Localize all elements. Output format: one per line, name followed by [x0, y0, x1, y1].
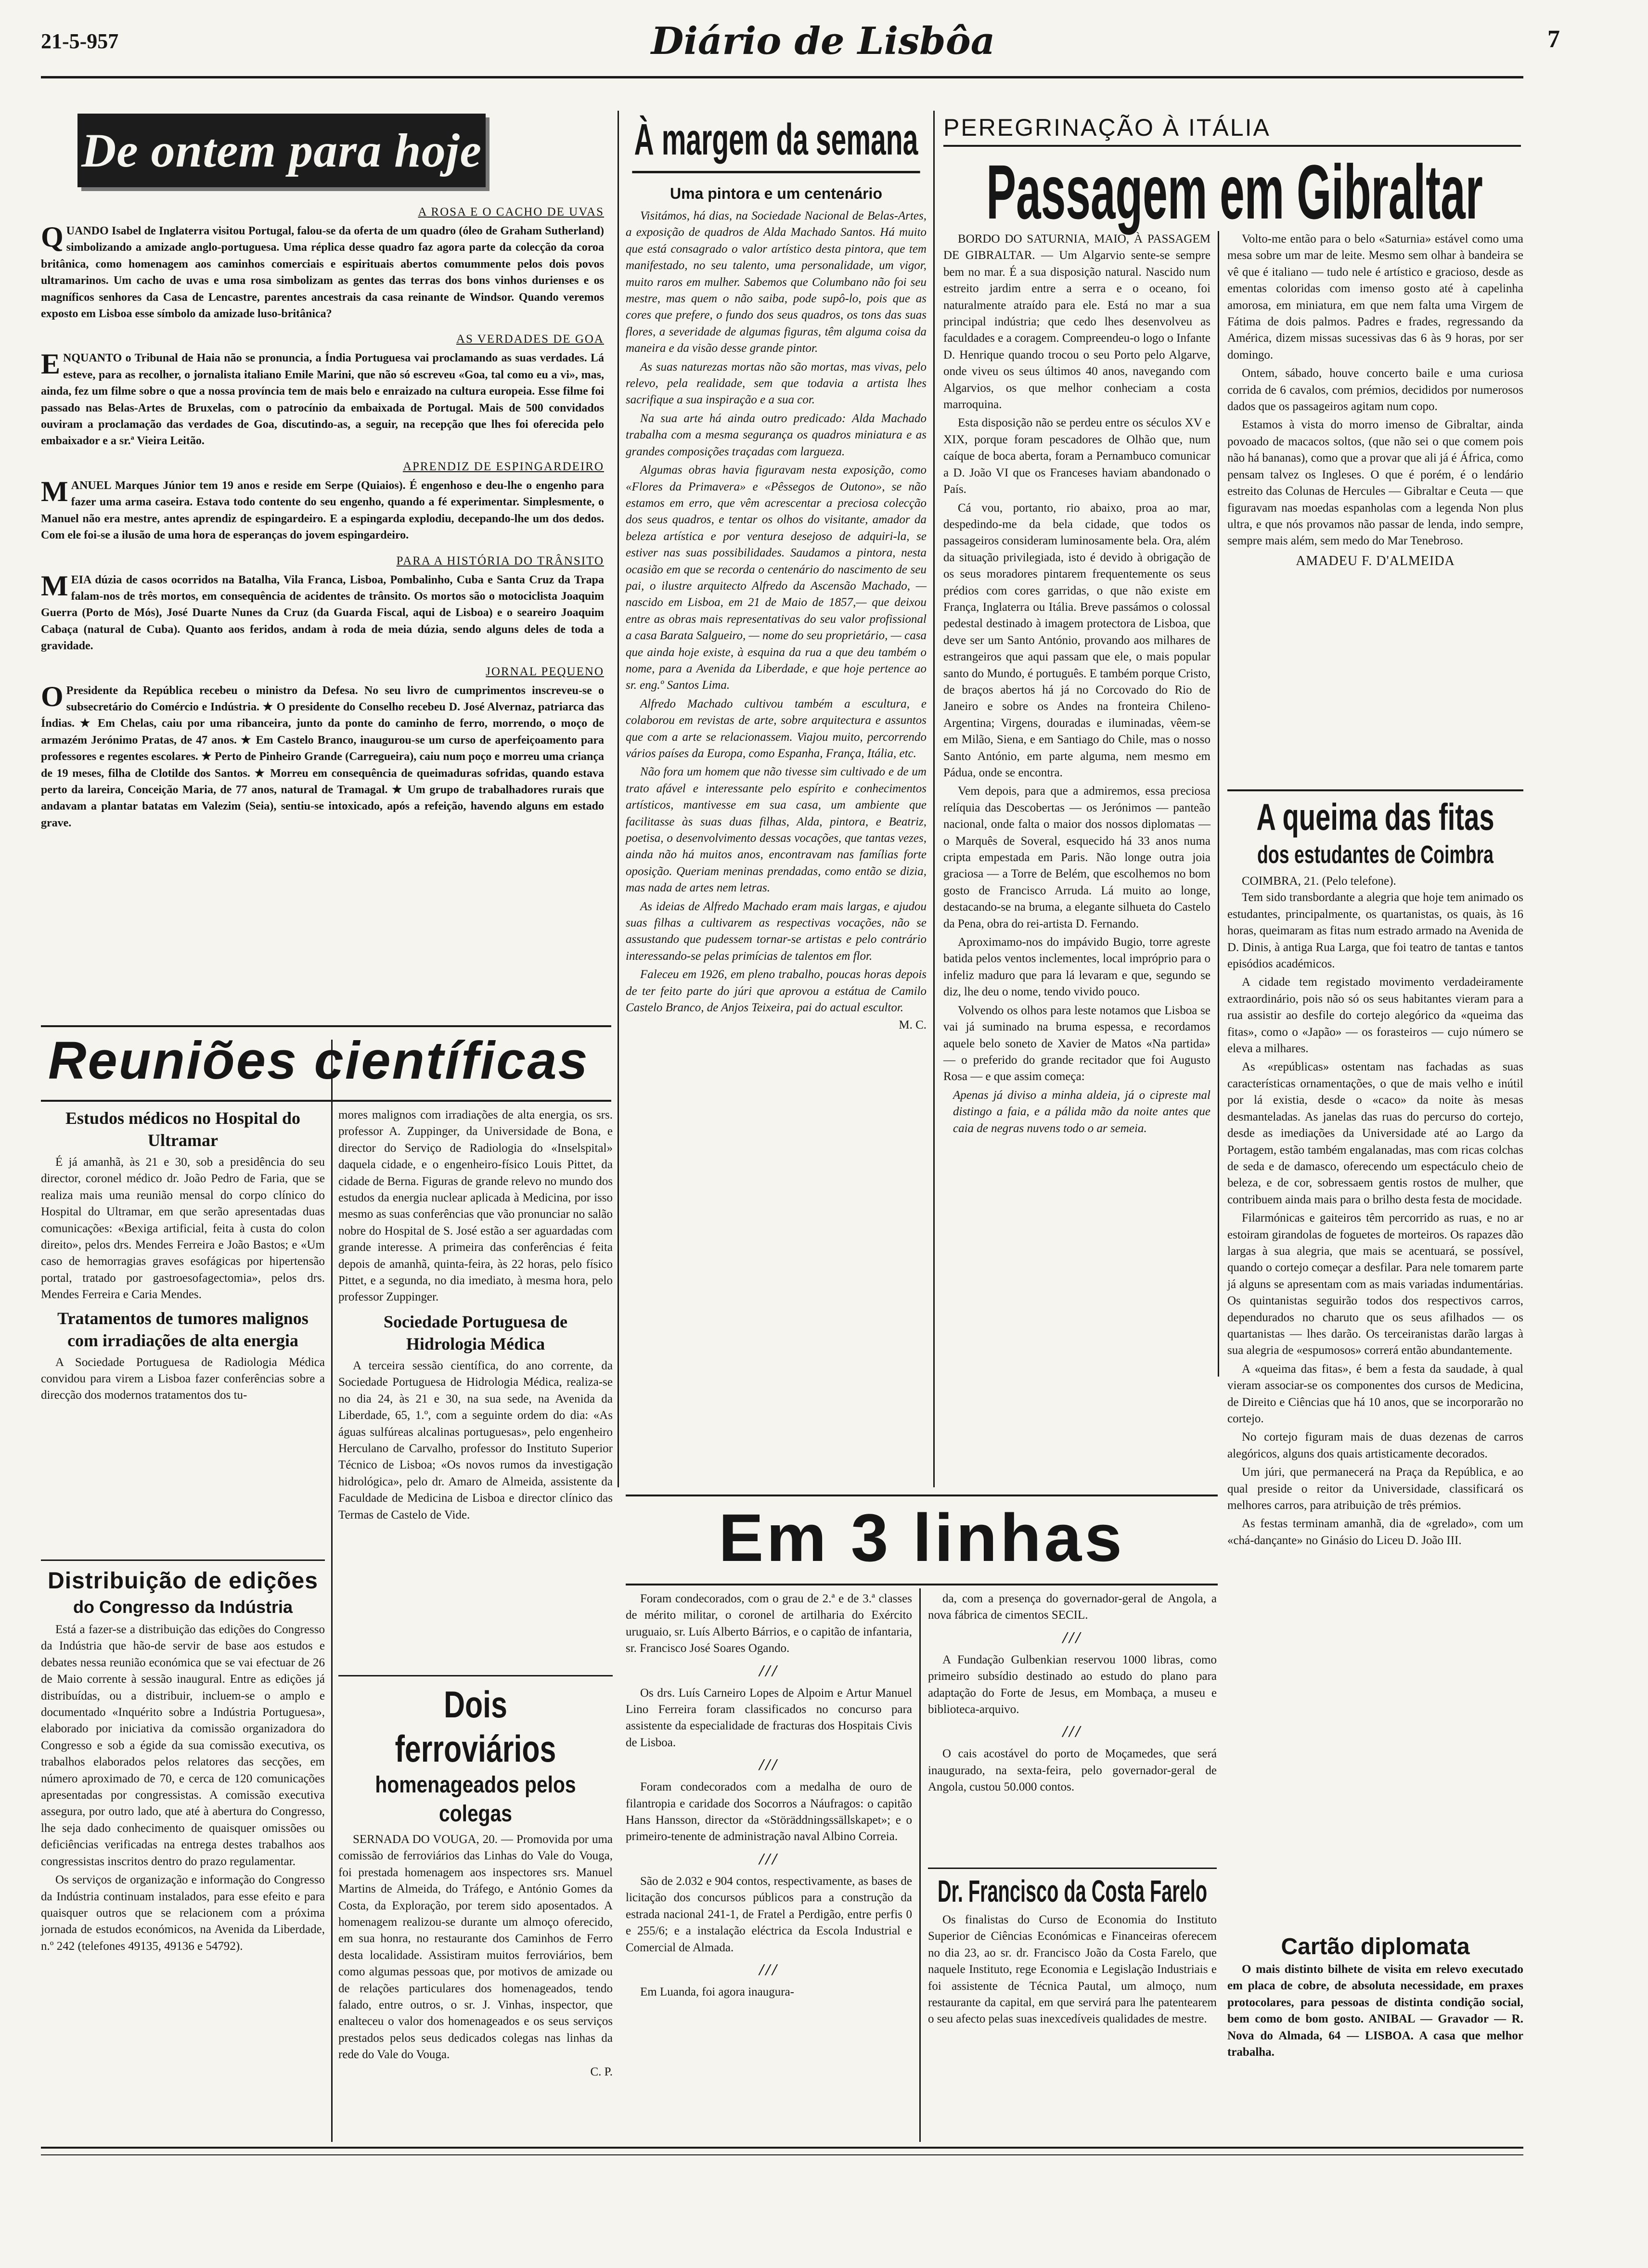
ferroviarios-sign: C. P. [590, 2065, 613, 2078]
item-text [41, 477, 604, 544]
footer-rule-2 [41, 2154, 1523, 2155]
column-divider [919, 1588, 921, 2142]
margem-p6: Não fora um homem que não tivesse sim cultivado e de um trato afável e interessante pelo espírito e conhecimentos artísticos, mantivesse em sua casa, um ambiente que facilitasse às suas duas filhas, Alda, pintora, e Beatriz, poetisa, o desenvolvimento dessas vocações, que tantas vezes, ainda não há muitos anos, encontravam nas famílias forte oposição. Queriam meninas prendadas, como então se dizia, mas nada de artes nem letras. [626, 765, 927, 895]
italia-a2: Esta disposição não se perdeu entre os séculos XV e XIX, porque foram pescadores de Olhão que, num caíque de boca aberta, foram a Pernambuco comunicar a D. João VI que os Franceses haviam abandonado o País. [943, 416, 1210, 496]
fitas-p3: As «repúblicas» ostentam nas fachadas as suas características ornamentações, o que de mais velho e inútil por lá existia, desde o «caco» da noite às mesas desmanteladas. As janelas das ruas do percurso do cortejo, desde as imediações da Universidade até ao Largo da Portagem, estão também engalanadas, mas com ricas colchas de seda e de damasco, oferecendo um espectáculo cheio de beleza, e de cor, sobressaem gentis rostos de mulher, que contribuem ainda mais para o brilho desta festa de mocidade. [1227, 1060, 1523, 1206]
em3-col-b [928, 1591, 1217, 1798]
item-text [41, 680, 604, 832]
item-separator: /// [759, 1850, 779, 1868]
margem-p8: Faleceu em 1926, em pleno trabalho, poucas horas depois de ter feito parte do júri que aprovou a estátua de Camilo Castelo Branco, de Anjos Teixeira, pai do actual escultor. [626, 968, 927, 1015]
fitas-p2: A cidade tem registado movimento verdadeiramente extraordinário, pois não só os seus habitantes vieram para a rua assistir ao desfile do cortejo alegórico da «queima das fitas», como o «Japão» — os forasteiros — cujo número se eleva a milhares. [1227, 976, 1523, 1056]
reunioes-title: Reuniões científicas [48, 1031, 589, 1090]
margem-banner: À margem da semana [632, 113, 920, 173]
ferroviarios-rule [338, 1675, 613, 1676]
margem-p4: Algumas obras havia figuravam nesta exposição, como «Flores da Primavera» e «Pêssegos de Outono», se não estamos em erro, que vêm acrescentar a preciosa colecção dos seus quadros, e tentar os olhos do visitante, amador da beleza artística e por ventura desejoso de adquiri-la, se estiver nas suas possibilidades. Saudamos a pintora, nesta ocasião em que se recorda o centenário do nascimento de seu pai, o ilustre arquitecto Alfredo da Ascensão Machado, — nascido em Lisboa, em 21 de Maio de 1857,— que deixou entre as obras mais representativas do seu valor profissional a casa Barata Salgueiro, — nome do seu proprietário, — casa que ainda hoje existe, à esquina da rua a que deu também o nome, para a Avenida da Liberdade, e que hoje pertence ao sr. eng.º Santos Lima. [626, 464, 927, 692]
italia-kicker-rule [943, 145, 1521, 147]
italia-title: Passagem em Gibraltar [986, 149, 1483, 235]
brief-item: A Fundação Gulbenkian reservou 1000 libras, como primeiro subsídio destinado ao estudo do plano para adaptação do Forte de Jesus, em Mombaça, a museu e biblioteca-arquivo. [928, 1653, 1217, 1716]
hidrologia-title: Sociedade Portuguesa de Hidrologia Médica [384, 1312, 567, 1353]
item-body: EIA dúzia de casos ocorridos na Batalha, Vila Franca, Lisboa, Pombalinho, Cuba e Santa Cruz da Trapa falam-nos de três mortos, em consequência de acidentes de trânsito. Os mortos são o motociclista Joaquim Guerra (Porto de Mós), José Duarte Nunes da Cruz (da Guarda Fiscal, aqui de Lisboa) e o seareiro Joaquim Cabaça (natural de Cuba). Quanto aos feridos, andam à roda de meia dúzia, sendo alguns deles de toda a gravidade. [41, 573, 604, 653]
drop-cap: M [41, 569, 68, 602]
item-separator: /// [759, 1662, 779, 1680]
page-header [0, 0, 1648, 63]
item-separator: /// [759, 1960, 779, 1979]
brief-item: Os drs. Luís Carneiro Lopes de Alpoim e Artur Manuel Lino Ferreira foram classificados no concurso para assistente da especialidade de fracturas dos Hospitais Civis de Lisboa. [626, 1686, 912, 1749]
italia-kicker: PEREGRINAÇÃO À ITÁLIA [943, 114, 1271, 141]
fitas-p6: No cortejo figuram mais de duas dezenas de carros alegóricos, alguns dos quais artisticamente decorados. [1227, 1430, 1523, 1460]
italia-b2: Ontem, sábado, houve concerto baile e uma curiosa corrida de 6 cavalos, com prémios, decididos por numerosos dados que os passageiros agitam num copo. [1227, 367, 1523, 413]
column-divider [618, 111, 619, 1487]
column-divider [331, 1040, 333, 2142]
cartao-title: Cartão diplomata [1281, 1934, 1470, 1959]
fitas-p7: Um júri, que permanecerá na Praça da República, e ao qual preside o reitor da Universidade, classificará os melhores carros, para atribuição de três prémios. [1227, 1466, 1523, 1512]
fitas-p1: Tem sido transbordante a alegria que hoje tem animado os estudantes, principalmente, os quartanistas, os quais, às 16 horas, queimaram as fitas num estrado armado na Avenida de D. Dinis, à antiga Rua Larga, que foi teatro de tantas e tantos episódios académicos. [1227, 891, 1523, 971]
farelo-title: Dr. Francisco da Costa Farelo [937, 1874, 1208, 1908]
margem-subtitle: Uma pintora e um centenário [670, 185, 882, 202]
item-separator: /// [1062, 1628, 1082, 1647]
issue-date: 21-5-957 [41, 29, 119, 53]
italia-poem: Apenas já diviso a minha aldeia, já o cipreste mal distingo a faia, e a pálida mão da noite antes que caia de negras nuvens todo o ar semeia. [953, 1088, 1210, 1135]
brief-item: Foram condecorados, com o grau de 2.ª e de 3.ª classes de mérito militar, o coronel de artilharia do Exército uruguaio, sr. Luís Alberto Bárrios, e o capitão de infantaria, sr. Francisco José Soares Ogando. [626, 1592, 912, 1655]
farelo-article [928, 1872, 1217, 2030]
item-caption: AS VERDADES DE GOA [456, 333, 604, 346]
column-divider [1218, 231, 1219, 1377]
estudos-medicos-title: Estudos médicos no Hospital do Ultramar [65, 1108, 301, 1150]
fitas-dateline: COIMBRA, 21. (Pelo telefone). [1242, 875, 1396, 888]
cartao-text: O mais distinto bilhete de visita em relevo executado em placa de cobre, de absoluta necessidade, em praxes protocolares, para pessoas de distinta condição social, bem como de bom gosto. ANIBAL — Gravador — R. Nova do Almada, 64 — LISBOA. A casa que melhor trabalha. [1227, 1963, 1523, 2059]
item-body: NQUANTO o Tribunal de Haia não se pronuncia, a Índia Portuguesa vai proclamando as suas verdades. Lá esteve, para as recolher, o jornalista italiano Emile Marini, que não só escreveu «Goa, tal como eu a vi», mas, ainda, fez um filme sobre o que a nossa província tem de mais belo e enraizado na cultura europeia. Esse filme foi passado nas Belas-Artes de Bruxelas, com o patrocínio da embaixada de Portugal. Mais de 500 convidados ouviram a proclamação das verdades de Goa, discutindo-as, a seguir, na recepção que lhes foi oferecida pelo embaixador e a sr.ª Vieira Leitão. [41, 352, 604, 448]
fitas-p4: Filarmónicas e gaiteiros têm percorrido as ruas, e no ar estoiram girandolas de foguetes de morteiros. Os rapazes dão largas à sua alegria, que mais se acentuará, se possível, quando o cortejo começar a desfilar. Para nele tomarem parte já alguns se apresentam com as mais variadas indumentárias. Os quintanistas seguirão todos dos respectivos carros, dependurados no charuto que os seus afilhados — os quartanistas — lhes darão. Os terceiranistas darão largas à sua alegria de «espumosos» correrá então abundantemente. [1227, 1211, 1523, 1357]
tumores-text-cont: mores malignos com irradiações de alta energia, os srs. professor A. Zuppinger, da Universidade de Bona, e director do Serviço de Radiologia do «Inselspital» daquela cidade, e o engenheiro-físico Louis Pittet, da cidade de Berna. Figuras de grande relevo no mundo dos estudos da energia nuclear aplicada à Medicina, por isso mesmo as suas conferências que vão pronunciar no salão nobre do Hospital de S. José estão a ser aguardadas com grande interesse. A primeira das conferências é feita depois de amanhã, quinta-feira, às 22 horas, pelo físico Pittet, e a segunda, no dia imediato, à mesma hora, pelo professor Zuppinger. [338, 1108, 613, 1304]
tumores-title: Tratamentos de tumores malignos com irradiações de alta energia [57, 1308, 309, 1350]
footer-rule [41, 2147, 1523, 2149]
column-divider [933, 111, 935, 1487]
hidrologia-text: A terceira sessão científica, do ano corrente, da Sociedade Portuguesa de Hidrologia Médica, realiza-se no dia 24, às 21 e 30, na sua sede, na Avenida da Liberdade, 65, 1.º, com a seguinte ordem do dia: «As águas sulfúreas alcalinas portuguesas», pelo engenheiro Herculano de Carvalho, professor do Instituto Superior Técnico de Lisboa; «Os novos rumos da investigação hidrológica», pelo dr. Amaro de Almeida, assistente da Faculdade de Medicina de Lisboa e director clínico das Termas de Castelo de Vide. [338, 1359, 613, 1521]
italia-a1: BORDO DO SATURNIA, MAIO, À PASSAGEM DE GIBRALTAR. — Um Algarvio sente-se sempre bem no mar. É a sua disposição natural. Nascido num estreito jardim entre a serra e o oceano, foi naturalmente atraído para ele. Está no mar a sua principal indústria; que cedo lhes desenvolveu as faculdades e a coragem. Compreendeu-o logo o Infante D. Henrique quando trocou o seu Porto pelo Algarve, onde viveu os seus últimos 40 anos, navegando com Algarvios, os que melhor conheciam a costa marroquina. [943, 232, 1210, 412]
italia-a6: Volvendo os olhos para leste notamos que Lisboa se vai já suminado na bruma espessa, e recordamos aquele belo soneto de Xavier de Matos «Na partida» — o preferido do grande recitador que foi Augusto Rosa — e que assim começa: [943, 1004, 1210, 1083]
banner-de-ontem [79, 116, 484, 185]
page-number: 7 [1547, 26, 1560, 53]
distribuicao-subtitle: do Congresso da Indústria [73, 1597, 293, 1617]
italia-a5: Aproximamo-nos do impávido Bugio, torre agreste batida pelos ventos inclementes, local impróprio para o infeliz maduro que para lá levaram e que, segundo se diz, lhe deu o nome, tendo vivido pouco. [943, 936, 1210, 999]
distribuicao-text-2: Os serviços de organização e informação do Congresso da Indústria continuam instalados, para esse efeito e para quaisquer outros que se relacionem com a próxima jornada de estudos económicos, na Avenida da Liberdade, n.º 242 (telefones 49135, 49136 e 54792). [41, 1873, 325, 1953]
item-body: UANDO Isabel de Inglaterra visitou Portugal, falou-se da oferta de um quadro (óleo de Graham Sutherland) simbolizando a amizade anglo-portuguesa. Uma réplica desse quadro faz agora parte da colecção da coroa britânica, como homenagem aos caminhos comerciais e espirituais abertos comummente pelos dois povos ultramarinos. Um cacho de uvas e uma rosa simbolizam as gentes das terras dos bons vinhos durienses e os magníficos senhores da Casa de Lencastre, parentes ancestrais da casa reinante de Windsor. Quando veremos exposto em Lisboa esse símbolo da amizade luso-britânica? [41, 225, 604, 321]
margem-p3: Na sua arte há ainda outro predicado: Alda Machado trabalha com a mesma segurança os quadros miniatura e as grandes composições traçadas com largueza. [626, 412, 927, 458]
em3-col-a [626, 1591, 912, 2002]
item-caption: JORNAL PEQUENO [486, 665, 604, 678]
distribuicao-text: Está a fazer-se a distribuição das edições do Congresso da Indústria que hão-de servir de base aos estudos e debates nessa reunião económica que se vai efectuar de 26 de Maio corrente à sessão inaugural. Entre as edições já distribuídas, ou a distribuir, incluem-se o amplo e documentado «Inquérito sobre a Indústria Portuguesa», elaborado por iniciativa da comissão organizadora do Congresso e sob a égide da sua comissão executiva, os trabalhos elaborados pelos relatores das secções, em número aproximado de 70, e cerca de 120 comunicações apresentadas por congressistas. A comissão executiva assegura, por outro lado, que até à abertura do Congresso, lhe seja dado conhecimento de quaisquer omissões ou deficiências verificadas na entrega destes trabalhos aos congressistas inscritos dentro do prazo regulamentar. [41, 1623, 325, 1868]
distribuicao-article [41, 1567, 325, 1957]
header-rule [41, 76, 1523, 78]
italia-sign: AMADEU F. D'ALMEIDA [1296, 553, 1455, 568]
item-text [41, 223, 604, 322]
item-body: Presidente da República recebeu o ministro da Defesa. No seu livro de cumprimentos inscreveu-se o subsecretário do Comércio e Indústria. ★ O presidente do Conselho recebeu D. José Alvernaz, patriarca das Índias. ★ Em Chelas, caiu por uma ribanceira, junto da ponte do caminho de ferro, morrendo, o moço de armazém Jerónimo Pratas, de 47 anos. ★ Em Castelo Branco, inaugurou-se um curso de aperfeiçoamento para professores e regentes escolares. ★ Perto de Pinheiro Grande (Carregueira), caiu num poço e morreu uma criança de 19 meses, filha de Clotilde dos Santos. ★ Morreu em consequência de queimaduras sofridas, quando estava perto da lareira, Conceição Maria, de 77 anos, natural de Tramagal. ★ Um grupo de trabalhadores rurais que andavam a plantar batatas em Valezim (Seia), sentiu-se intoxicado, após a refeição, havendo alguns em estado grave. [41, 684, 604, 829]
fitas-rule [1227, 789, 1523, 791]
em3-top-rule [626, 1495, 1218, 1496]
fitas-p5: A «queima das fitas», é bem a festa da saudade, à qual vieram associar-se os componentes dos cursos de Medicina, de Direito e Ciências que há 10 anos, que se incorporarão no cortejo. [1227, 1362, 1523, 1425]
banner-title: De ontem para hoje [81, 124, 482, 177]
brief-item: Foram condecorados com a medalha de ouro de filantropia e caridade dos Socorros a Náufragos: o capitão Hans Hansson, director da «Störäddningssällskapet»; e o primeiro-tenente de administração naval Albino Correia. [626, 1780, 912, 1843]
brief-item: O cais acostável do porto de Moçamedes, que será inaugurado, na sexta-feira, pelo governador-geral de Angola, custou 50.000 contos. [928, 1747, 1217, 1794]
item-caption: APRENDIZ DE ESPINGARDEIRO [402, 460, 604, 473]
italia-a4: Vem depois, para que a admiremos, essa preciosa relíquia das Descobertas — os Jerónimos — panteão nacional, onde falta o maior dos nossos diplomatas — o Marquês de Soveral, esquecido há 33 anos numa cripta empestada em Paris. Não longe outra joia graciosa — a Torre de Belém, que escolhemos no bom gosto de Francisco Arruda. Lá muito ao longe, destacando-se na bruma, a elegante silhueta do Castelo da Pena, obra do rei-artista D. Fernando. [943, 785, 1210, 930]
item-body: ANUEL Marques Júnior tem 19 anos e reside em Serpe (Quiaios). É engenhoso e deu-lhe o engenho para fazer uma arma caseira. Estava todo contente do seu engenho, quando a fé experimentar. Simplesmente, o Manuel não era mestre, antes aprendiz de espingardeiro. E a espingarda explodiu, decepando-lhe um dos dedos. Com ele foi-se a ilusão de uma hora de esperanças do jovem espingardeiro. [41, 479, 604, 542]
tumores-text: A Sociedade Portuguesa de Radiologia Médica convidou para virem a Lisboa fazer conferências sobre a direcção dos modernos tratamentos dos tu- [41, 1355, 325, 1402]
item-caption: A ROSA E O CACHO DE UVAS [418, 206, 604, 219]
ferroviarios-subtitle: homenageados pelos colegas [375, 1772, 576, 1827]
italia-a3: Cá vou, portanto, rio abaixo, proa ao mar, despedindo-me da bela cidade, que todos os passageiros consideram luminosamente bela. Ora, além da situação privilegiada, isto é devido à obrigação de os seus moradores pintarem frequentemente os seus prédios com cores garridas, o que não existe em França, Inglaterra ou Itália. Breve passámos o colossal pedestal destinado à imagem protectora de Lisboa, que deve ser um Santo António, provando aos milhares de estrangeiros que aqui passam que ele, o mais popular santo do Mundo, é português. E também porque Cristo, de braços abertos há já no Corcovado do Rio de Janeiro e sobre os Andes na fronteira Chileno-Argentina; Virgens, douradas e iluminadas, vêem-se em Milão, Siena, e em Santiago do Chile, mas o nosso Santo António, em parte alguma, nem mesmo em Pádua, onde se encontra. [943, 501, 1210, 779]
fitas-title: A queima das fitas [1256, 796, 1494, 838]
reunioes-top-rule [41, 1025, 611, 1027]
ferroviarios-article [338, 1682, 613, 2079]
reunioes-bottom-rule [41, 1100, 611, 1102]
reunioes-col-b [338, 1107, 613, 1525]
reunioes-col-a [41, 1107, 325, 1406]
item-caption: PARA A HISTÓRIA DO TRÂNSITO [396, 554, 604, 567]
brief-item: São de 2.032 e 904 contos, respectivamente, as bases de licitação dos concursos públicos para a construção da estrada nacional 241-1, de Fratel a Perdigão, entre perfis 0 e 255/6; e a instalação eléctrica da Escola Industrial e Comercial de Almada. [626, 1874, 912, 1954]
farelo-rule [928, 1868, 1217, 1869]
em3-title: Em 3 linhas [718, 1500, 1125, 1575]
italia-col-a [943, 231, 1210, 1139]
italia-col-b [1227, 231, 1523, 569]
drop-cap: O [41, 680, 64, 712]
fitas-subtitle: dos estudantes de Coimbra [1257, 841, 1494, 869]
ferroviarios-title: Dois ferroviários [395, 1683, 556, 1770]
masthead: Diário de Lisbôa [651, 19, 995, 63]
estudos-medicos-text: É já amanhã, às 21 e 30, sob a presidência do seu director, coronel médico dr. João Pedro de Faria, que se realiza mais uma reunião mensal do corpo clínico do Hospital do Ultramar, em que serão apresentadas duas comunicações: «Bexiga artificial, feita à custa do colon direito», pelos drs. Mendes Ferreira e João Bastos; e «Um caso de hemorragias graves esofágicas por hipertensão portal, tratado por gastroesofagectomia», pelos drs. Mendes Ferreira e Caria Mendes. [41, 1156, 325, 1302]
margem-p2: As suas naturezas mortas não são mortas, mas vivas, pelo relevo, pela realidade, sem que todavia a artista lhes sacrifique a sua inspiração e a sua cor. [626, 360, 927, 407]
brief-item: Em Luanda, foi agora inaugura- [640, 1985, 795, 1998]
fitas-p8: As festas terminam amanhã, dia de «grelado», com um «chá-dançante» no Ginásio do Liceu D. João III. [1227, 1517, 1523, 1547]
drop-cap: M [41, 475, 68, 507]
section-italia [943, 113, 1526, 235]
ferroviarios-text: SERNADA DO VOUGA, 20. — Promovida por uma comissão de ferroviários das Linhas do Vale do Vouga, foi prestada homenagem aos inspectores srs. Manuel Martins de Almeida, do Tráfego, e António Gomes da Costa, da Exploração, por terem sido aposentados. A homenagem realizou-se durante um almoço oferecido, em sua honra, no restaurante dos Caminhos de Ferro desta localidade. Assistiram muitos ferroviários, bem como algumas pessoas que, por motivos de amizade ou de relações particulares dos homenageados, tendo falado, entre outros, o sr. J. Vinhas, inspector, que enalteceu o valor dos homenageados e os seus serviços prestados pelos seus dedicados colegas nas linhas da rede do Vale do Vouga. [338, 1833, 613, 2062]
farelo-text: Os finalistas do Curso de Economia do Instituto Superior de Ciências Económicas e Financeiras oferecem no dia 23, ao sr. dr. Francisco João da Costa Farelo, que naquele Instituto, rege Economia e Legislação Industriais e foi assistente de Técnica Pautal, um almoço, num restaurante da capital, em que servirá para lhe patentearem o seu afecto pelas suas inexcedíveis qualidades de mestre. [928, 1913, 1217, 2026]
item-separator: /// [1062, 1723, 1082, 1741]
section-de-ontem [41, 116, 609, 1020]
item-separator: /// [759, 1756, 779, 1774]
distribuicao-rule [41, 1559, 325, 1561]
news-items [41, 195, 604, 833]
cartao-article [1227, 1933, 1523, 2062]
distribuicao-title: Distribuição de edições [48, 1568, 318, 1594]
em3-bottom-rule [626, 1584, 1218, 1585]
italia-b1: Volto-me então para o belo «Saturnia» estável como uma mesa sobre um mar de leite. Mesmo sem olhar à bandeira se vê que é italiano — tudo nele é artístico e gracioso, desde as ementas coloridas com imenso gosto até à capelinha amorosa, em miniatura, em que nem falta uma Virgem de Fátima de dois palmos. Padres e frades, regressando da América, dizem missas sucessivas das 6 às 9 horas, por ser domingo. [1227, 232, 1523, 361]
item-text [41, 569, 604, 655]
margem-p7: As ideias de Alfredo Machado eram mais largas, e ajudou suas filhas a cultivarem as respectivas vocações, não se assustando que pudessem tornar-se artistas e pelo contrário interessando-se pelas primícias de talentos em flor. [626, 900, 927, 963]
margem-sign: M. C. [899, 1018, 927, 1031]
brief-item: da, com a presença do governador-geral de Angola, a nova fábrica de cimentos SECIL. [928, 1592, 1217, 1622]
italia-b3: Estamos à vista do morro imenso de Gibraltar, ainda povoado de macacos soltos, (que não sei o que comem pois não há bananas), como que a provar que ali já é África, como pensam talvez os Ingleses. O que é porém, é o lendário estreito das Colunas de Hercules — Gibraltar e Ceuta — que figuravam nas moedas espanholas com a legenda Non plus ultra, e que nós provamos não passar de lenda, indo sempre, sempre mais além, sem medo do Mar Tenebroso. [1227, 418, 1523, 548]
margem-p5: Alfredo Machado cultivou também a escultura, e colaborou em revistas de arte, sobre arquitectura e assuntos que com a arte se relacionassem. Viajou muito, percorrendo vários países da Europa, como Espanha, França, Itália, etc. [626, 697, 927, 760]
margem-p1: Visitámos, há dias, na Sociedade Nacional de Belas-Artes, a exposição de quadros de Alda Machado Santos. Há muito que está consagrado o valor artístico desta pintora, que tem manifestado, no seu talento, uma personalidade, um vigor, muito raros em mulher. Sabemos que Columbano não foi seu mestre, mas quem o não saiba, pode supô-lo, pois que as cores que prefere, o fundo dos seus quadros, os tons das suas flores, a severidade de algumas figuras, têm alguma coisa da maneira e da visão desse grande pintor. [626, 209, 927, 355]
item-text [41, 350, 604, 449]
fitas-article [1227, 794, 1523, 1551]
drop-cap: E [41, 348, 61, 380]
drop-cap: Q [41, 221, 64, 253]
section-margem [626, 113, 927, 1032]
